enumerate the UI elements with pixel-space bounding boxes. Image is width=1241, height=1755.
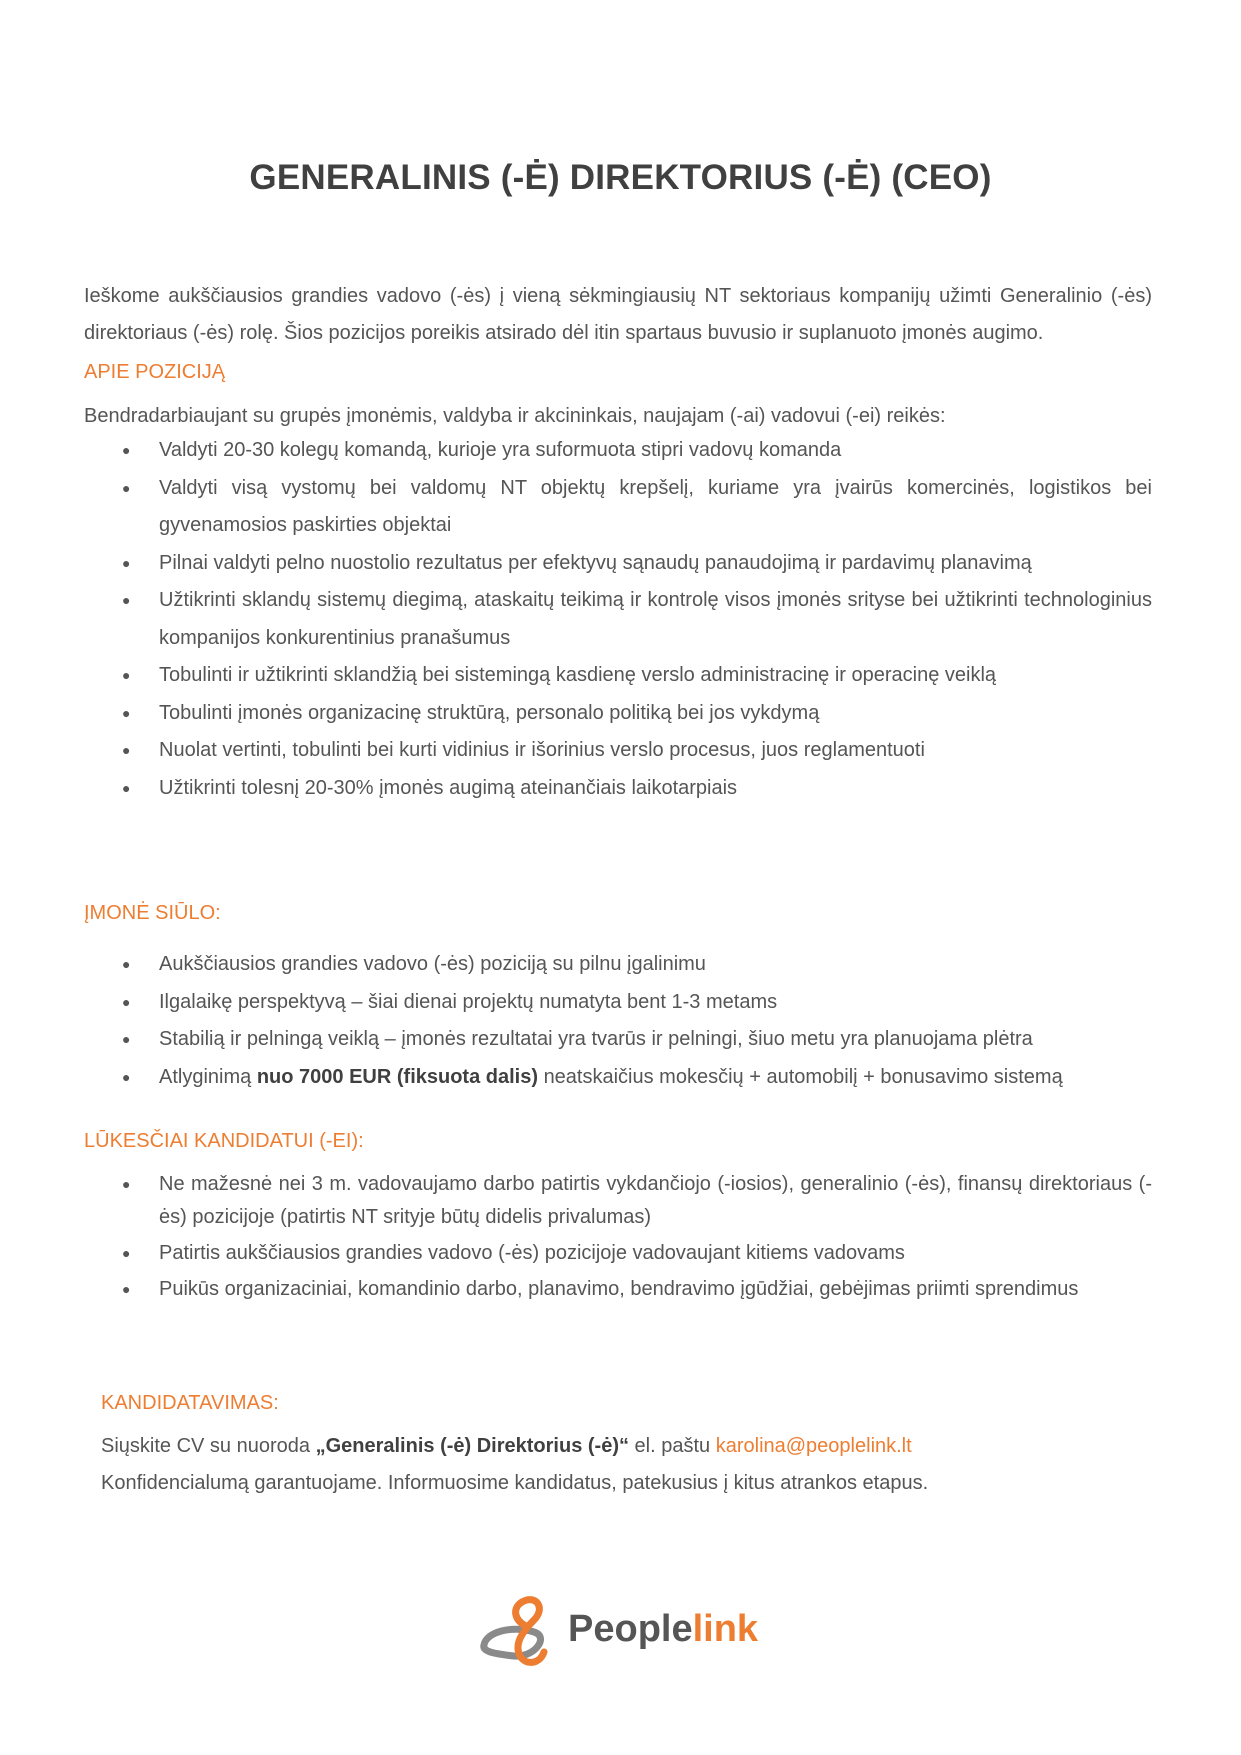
apply-heading: KANDIDATAVIMAS:	[101, 1392, 279, 1414]
peoplelink-logo	[474, 1590, 764, 1670]
bullet-icon: ●	[122, 554, 131, 571]
email-link[interactable]: karolina@peoplelink.lt	[715, 1435, 912, 1457]
bullet-icon: ●	[122, 1031, 131, 1047]
expectations-heading: LŪKESČIAI KANDIDATUI (-EI):	[84, 1130, 364, 1152]
logo-icon	[474, 1590, 564, 1670]
bullet-icon: ●	[122, 742, 131, 758]
apply-line-2: Konfidencialumą garantuojame. Informuosime kandidatus, patekusius į kitus atrankos etapus.	[101, 1472, 929, 1494]
list-item: ● Užtikrinti tolesnį 20-30% įmonės augimą ateinančiais laikotarpiais	[84, 770, 1152, 808]
offer-heading: ĮMONĖ SIŪLO:	[84, 902, 221, 924]
bullet-icon: ●	[122, 1245, 131, 1261]
list-item: ● Patirtis aukščiausios grandies vadovo (-ės) pozicijoje vadovaujant kitiems vadovams	[84, 1237, 1152, 1270]
list-item: ● Pilnai valdyti pelno nuostolio rezultatus per efektyvų sąnaudų panaudojimą ir pardavimų planavimą	[84, 545, 1152, 583]
list-item: ● Stabilią ir pelningą veiklą – įmonės rezultatai yra tvarūs ir pelningi, šiuo metu yra planuojama plėtra	[84, 1021, 1152, 1059]
bullet-icon: ●	[122, 667, 131, 683]
offer-list	[84, 946, 1152, 1096]
salary-amount: nuo 7000 EUR (fiksuota dalis)	[256, 1065, 538, 1088]
page-title: GENERALINIS (-Ė) DIREKTORIUS (-Ė) (CEO)	[249, 158, 992, 197]
about-list	[84, 432, 1152, 807]
list-item: ● Valdyti 20-30 kolegų komandą, kurioje yra suformuota stipri vadovų komanda	[84, 432, 1152, 470]
list-item: ● Tobulinti ir užtikrinti sklandžią bei sistemingą kasdienę verslo administracinę ir operacinę veiklą	[84, 657, 1152, 695]
list-item-salary: ● Atlyginimą nuo 7000 EUR (fiksuota dalis) neatskaičius mokesčių + automobilį + bonusavimo sistemą	[84, 1059, 1152, 1097]
bullet-icon: ●	[122, 1176, 131, 1192]
intro-paragraph: Ieškome aukščiausios grandies vadovo (-ės) į vieną sėkmingiausių NT sektoriaus kompanijų užimti Generalinio (-ės) direktoriaus (-ės) rolę. Šios pozicijos poreikis atsirado dėl itin spartaus buvusio ir suplanuoto įmonės augimo.	[84, 285, 1152, 344]
bullet-icon: ●	[122, 1281, 131, 1297]
list-item: ● Ne mažesnė nei 3 m. vadovaujamo darbo patirtis vykdančiojo (-iosios), generalinio (-ės), finansų direktoriaus (-ės) pozicijoje (patirtis NT srityje būtų didelis privalumas)	[84, 1168, 1152, 1234]
list-item: ● Ilgalaikę perspektyvą – šiai dienai projektų numatyta bent 1-3 metams	[84, 984, 1152, 1022]
bullet-icon: ●	[122, 479, 131, 496]
list-item: ● Tobulinti įmonės organizacinę struktūrą, personalo politiką bei jos vykdymą	[84, 695, 1152, 733]
list-item: ● Nuolat vertinti, tobulinti bei kurti vidinius ir išorinius verslo procesus, juos reglamentuoti	[84, 732, 1152, 770]
bullet-icon: ●	[122, 442, 131, 458]
bullet-icon: ●	[122, 956, 131, 972]
bullet-icon: ●	[122, 592, 131, 608]
logo-wordmark: Peoplelink	[568, 1608, 759, 1650]
about-lead: Bendradarbiaujant su grupės įmonėmis, valdyba ir akcininkais, naujajam (-ai) vadovui (-ei) reikės:	[84, 405, 946, 427]
apply-line-1: Siųskite CV su nuoroda „Generalinis (-ė) Direktorius (-ė)“ el. paštu karolina@peoplelink.lt	[101, 1435, 912, 1457]
bullet-icon: ●	[122, 704, 131, 721]
about-heading: APIE POZICIJĄ	[84, 361, 226, 383]
bullet-icon: ●	[122, 993, 131, 1010]
list-item: ● Aukščiausios grandies vadovo (-ės) poziciją su pilnu įgalinimu	[84, 946, 1152, 984]
bullet-icon: ●	[122, 1068, 131, 1085]
list-item: ● Puikūs organizaciniai, komandinio darbo, planavimo, bendravimo įgūdžiai, gebėjimas priimti sprendimus	[84, 1273, 1152, 1306]
list-item: ● Valdyti visą vystomų bei valdomų NT objektų krepšelį, kuriame yra įvairūs komercinės, logistikos bei gyvenamosios paskirties objektai	[84, 470, 1152, 545]
job-reference: „Generalinis (-ė) Direktorius (-ė)“	[315, 1435, 629, 1457]
expectations-list	[84, 1168, 1152, 1309]
bullet-icon: ●	[122, 779, 131, 796]
list-item: ● Užtikrinti sklandų sistemų diegimą, ataskaitų teikimą ir kontrolę visos įmonės srityse bei užtikrinti technologinius kompanijos konkurentinius pranašumus	[84, 582, 1152, 657]
